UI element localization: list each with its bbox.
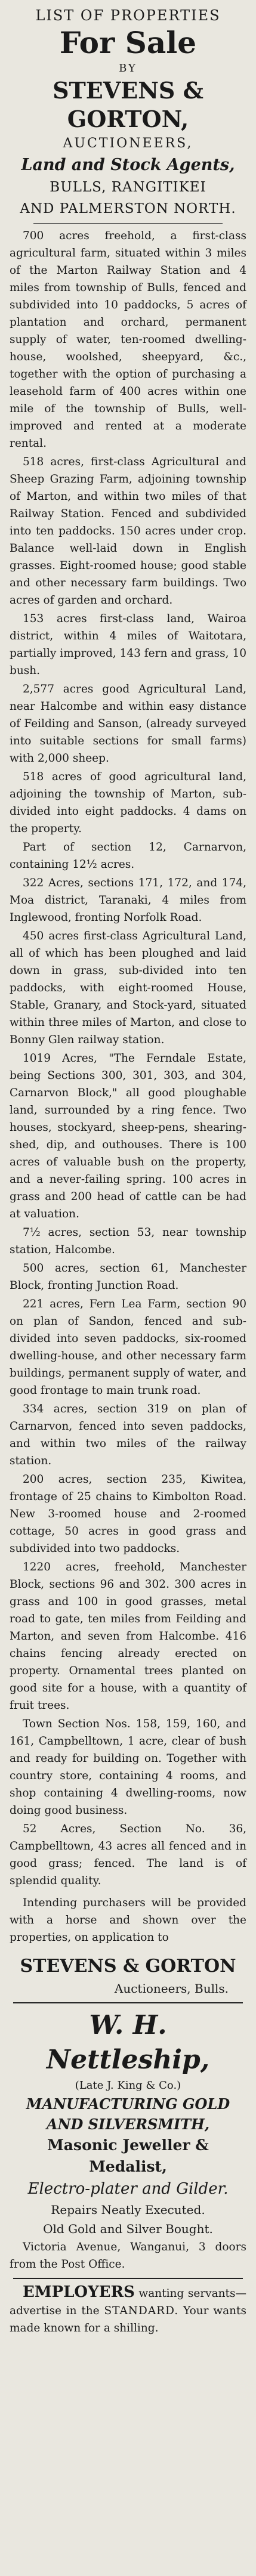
listing-item: 200 acres, section 235, Kiwitea, frontage of 25 chains to Kimbolton Road. New 3-roomed house and 2-roomed cottage, 50 acres in good grass and subdivided into two paddocks. (10, 1473, 246, 1555)
listing-item: 153 acres first-class land, Wairoa district, within 4 miles of Waitotara, partially improved, 143 fern and grass, 10 bush. (10, 613, 246, 677)
ad-separator (13, 2002, 243, 2003)
listing-item: 221 acres, Fern Lea Farm, section 90 on plan of Sandon, fenced and sub-divided into seven paddocks, six-roomed dwelling-house, and other necessary farm buildings, permanent supply of water, and good frontage to main trunk road. (10, 1298, 246, 1397)
location-line-2: AND PALMERSTON NORTH. (20, 201, 236, 217)
for-sale-heading: For Sale (59, 25, 197, 60)
listing-item: 500 acres, section 61, Manchester Block, fronting Junction Road. (10, 1262, 246, 1292)
employers-paper: STANDARD. (104, 2305, 179, 2317)
land-agents-label: Land and Stock Agents, (21, 156, 235, 174)
property-listings (10, 227, 246, 1890)
employers-text: wanting servants— advertise in the (10, 2287, 246, 2317)
employers-lead: EMPLOYERS (23, 2283, 135, 2301)
repairs-line: Repairs Neatly Executed. (51, 2203, 205, 2217)
listing-item: 322 Acres, sections 171, 172, and 174, Moa district, Taranaki, 4 miles from Inglewood, fronting Norfolk Road. (10, 877, 246, 924)
firm-name: STEVENS & GORTON, (53, 77, 203, 132)
listing-item: 1220 acres, freehold, Manchester Block, sections 96 and 302. 300 acres in grass and 100 in good grasses, metal road to gate, ten miles from Feilding and Marton, and seven from Halcombe. 416 chains fencing already erected on property. Ornamental trees planted on good site for a house, with a quantity of fruit trees. (10, 1561, 246, 1712)
employers-tail: Your wants made known for a shilling. (10, 2305, 246, 2334)
masonic-line: Masonic Jeweller & Medalist, (47, 2136, 209, 2175)
electro-line: Electro-plater and Gilder. (27, 2180, 229, 2198)
listing-item: 2,577 acres good Agricultural Land, near Halcombe and within easy distance of Feilding and Sanson, (already surveyed into suitable sections for small farms) with 2,000 sheep. (10, 683, 246, 765)
nettleship-address: Victoria Avenue, Wanganui, 3 doors from the Post Office. (10, 2241, 246, 2271)
listing-item: 52 Acres, Section No. 36, Campbelltown, 43 acres all fenced and in good grass; fenced. The land is of splendid quality. (10, 1823, 246, 1887)
location-line-1: BULLS, RANGITIKEI (50, 180, 206, 195)
header-divider (33, 223, 223, 224)
auctioneers-label: AUCTIONEERS, (63, 136, 193, 151)
listing-item: 334 acres, section 319 on plan of Carnarvon, fenced into seven paddocks, and within two miles of the railway station. (10, 1403, 246, 1467)
employers-ad (10, 2284, 246, 2337)
listing-item: 518 acres, first-class Agricultural and Sheep Grazing Farm, adjoining township of Marton, and within two miles of that Railway Station. Fenced and subdivided into ten paddocks. 150 acres under crop. Balance well-laid down in English grasses. Eight-roomed house; good stable and other necessary farm buildings. Two acres of garden and orchard. (10, 456, 246, 607)
listing-item: Part of section 12, Carnarvon, containing 12½ acres. (10, 841, 246, 871)
signature-firm: STEVENS & GORTON (20, 1956, 236, 1977)
nettleship-name: W. H. Nettleship, (46, 2010, 210, 2075)
listing-item: 7½ acres, section 53, near township station, Halcombe. (10, 1226, 246, 1256)
ad-header (10, 6, 246, 219)
listing-item: 518 acres of good agricultural land, adjoining the township of Marton, sub-divided into eight paddocks. 4 dams on the property. (10, 771, 246, 835)
signature-location: Auctioneers, Bulls. (114, 1981, 229, 1996)
listing-item: 1019 Acres, "The Ferndale Estate, being Sections 300, 301, 303, and 304, Carnarvon Block," all good ploughable land, surrounded by a ring fence. Two houses, stockyard, sheep-pens, shearing-shed, dip, and outhouses. There is 100 acres of valuable bush on the property, and a never-failing spring. 100 acres in grass and 200 head of cattle can be had at valuation. (10, 1052, 246, 1220)
listing-item: 700 acres freehold, a first-class agricultural farm, situated within 3 miles of the Marton Railway Station and 4 miles from township of Bulls, fenced and subdivided into 10 paddocks, 5 acres of plantation and orchard, permanent supply of water, ten-roomed dwelling-house, woolshed, sheepyard, &c., together with the option of purchasing a leasehold farm of 400 acres within one mile of the township of Bulls, well-improved and rented at a moderate rental. (10, 230, 246, 450)
listing-item: Town Section Nos. 158, 159, 160, and 161, Campbelltown, 1 acre, clear of bush and ready for building on. Together with country store, containing 4 rooms, and shop containing 4 dwelling-rooms, now doing good business. (10, 1718, 246, 1817)
list-title: LIST OF PROPERTIES (35, 7, 221, 24)
ad-separator-2 (13, 2278, 243, 2279)
manufacturing-line: MANUFACTURING GOLD AND SILVERSMITH, (26, 2095, 230, 2133)
listing-item: 450 acres first-class Agricultural Land, all of which has been ploughed and laid down in grass, sub-divided into ten paddocks, with eight-roomed House, Stable, Granary, and Stock-yard, situated within three miles of Marton, and close to Bonny Glen railway station. (10, 930, 246, 1046)
old-gold-line: Old Gold and Silver Bought. (43, 2222, 213, 2236)
nettleship-ad (10, 2008, 246, 2238)
nettleship-late: (Late J. King & Co.) (75, 2079, 181, 2092)
by-line: BY (119, 62, 137, 75)
closing-note: Intending purchasers will be provided with a horse and shown over the properties, on application to (10, 1897, 246, 1944)
